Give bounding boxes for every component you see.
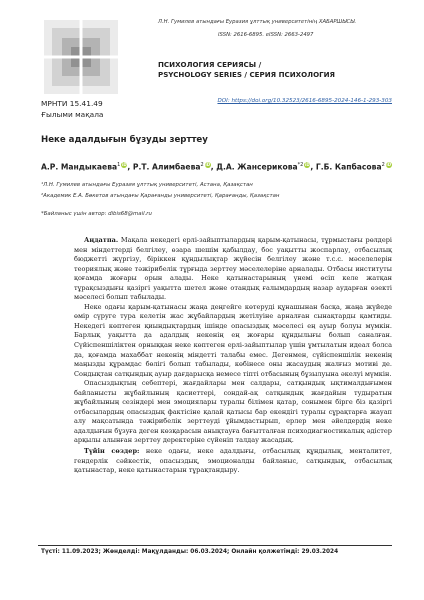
abstract-paragraph-2: Неке одағы қарым-қатынасы жаңа деңгейге көтеруді құнашынан басқа, жаңа жүйеде өмір сүруге тура келетін жас жұбайлардың жетілуіне арналған сынақтарды қамтиды. Некедегі көптеген қиындықтардың ішінде опасыздық мәселесі ең ауыр болуы мүмкін. Барлық уақытта да адалдық некенің ең жоғары құндылығы болып саналған. Сүйіспеншіліктен орныққан неке көптеген ерлі-зайыптылар үшін ұмтылатын идеал болса да, қоғамда махаббат некенің міндетті талабы емес. Дегенмен, сүйіспеншілік некенің маңызды құрамдас бөлігі болып табылады, көбінесе оны жасаудың жалғыз мотиві де. Сондықтан сатқындық ауыр дағдарысқа немесе тіпті отбасының бұзылуына әкелуі мүмкін. (74, 302, 392, 378)
keywords-paragraph (74, 447, 392, 476)
orcid-icon[interactable]: iD (305, 162, 310, 167)
orcid-icon[interactable]: iD (386, 162, 392, 167)
corresponding-email: *Байланыс үшін автор: dibis68@mail.ru (41, 211, 152, 217)
author-name: Д.А. Жансерикова (216, 162, 298, 172)
doi-link[interactable]: DOI: https://doi.org/10.32523/2616-6895-2024-146-1-293-303 (217, 98, 392, 104)
orcid-icon[interactable]: iD (121, 162, 127, 167)
keywords-text: неке одағы, неке адалдығы, отбасылық құндылық, менталитет, гендерлік сәйкестік, опасыздық, эмоционалды байланыс, сатқындық, отбасылық қатынастар, неке қатынастарын тұрақтандыру. (74, 447, 392, 475)
author-affiliation-mark: 2 (200, 162, 204, 168)
abstract-text: Мақала некедегі ерлі-зайыптылардың қарым-қатынасы, тұрмыстағы рөлдері мен міндеттерді белгілеу, өзара шешім қабылдау, бос уақытты жоспарлау, отбасылық бюджетті жүргізу, біріккен құндылықтар жүйесін белгілеу және т.с.с. мәселелерін теориялық және тәжірибелік тұрғыда зерттеу мәселелеріне арналады. Отбасы институты қоғамда жоғары орын алады. Неке қатынастарының үнемі өсіп келе жатқан тұрақсыздығы қазіргі уақытта шетел және отандық ғалымдардың назар аударған өзекті мәселесі болып табылады. (74, 236, 392, 302)
abstract-paragraph-1 (74, 236, 392, 303)
affiliation-2: ²Академик Е.А. Бөкетов атындағы Қарағанды университеті, Қарағанды, Қазақстан (41, 193, 280, 199)
mrnti-code: МРНТИ 15.41.49 (41, 99, 103, 108)
article-meta (41, 98, 103, 120)
author-name: А.Р. Мандыкаева (41, 162, 118, 172)
series-line-2: PSYCHOLOGY SERIES / СЕРИЯ ПСИХОЛОГИЯ (158, 69, 336, 79)
issn-line: ISSN: 2616-6895. eISSN: 2663-2497 (218, 32, 314, 38)
abstract-label: Аңдатпа. (84, 236, 119, 244)
university-logo (38, 14, 124, 100)
keywords-label: Түйін сөздер: (84, 447, 140, 456)
author-name: Г.Б. Капбасова (315, 162, 382, 172)
author-affiliation-mark: 1 (117, 162, 121, 168)
abstract-block (74, 236, 392, 476)
abstract-paragraph-3: Опасыздықтың себептері, жағдайлары мен салдары, сатқындық ықтималдығымен байланысты жұбайлының қасиеттері, сондай-ақ сатқындық жағдайын тудыратын жұбайлының сезіндері мен эмоциялары туралы білімен қатар, сонымен бірге біз қазіргі отбасылардың опасыздық фактісіне қалай қатысы бар екендігі туралы сұрақтарға жауап алу мақсатында тәжірибелік зерттеуді ұйымдастырып, ерлер мен әйелдердің неке адалдығын бұзуға деген көзқарасын анықтауға бағытталған психодиагностикалық әдістер арқылы алынған зерттеу деректеріне сүйеніп талдау жасадық. (74, 379, 392, 445)
footer-divider (38, 545, 392, 546)
orcid-icon[interactable]: iD (205, 162, 211, 167)
article-type: Ғылыми мақала (41, 110, 104, 120)
author-affiliation-mark: *2 (297, 162, 304, 168)
article-title: Неке адалдығын бұзуды зерттеу (41, 135, 208, 145)
journal-header (38, 14, 398, 100)
journal-name: Л.Н. Гумилев атындағы Еуразия ұлттық университетінің ХАБАРШЫСЫ. (158, 19, 357, 25)
article-dates: Түсті: 11.09.2023; Жөнделді: Мақұлданды: 06.03.2024; Онлайн қолжетімді: 29.03.2024 (41, 549, 339, 555)
series-line-1: ПСИХОЛОГИЯ СЕРИЯСЫ / (158, 60, 262, 69)
author-affiliation-mark: 2 (381, 162, 385, 168)
series-title (158, 60, 408, 80)
author-name: Р.Т. Алимбаева (132, 162, 201, 172)
author-list: А.Р. Мандыкаева$^1$ iD, Р.Т. Алимбаева$^2$ iD, Д.А. Жансерикова$^{*2}$ iD, Г.Б. Капбасова$^2$ iD (41, 162, 392, 172)
affiliation-1: ¹Л.Н. Гумилев атындағы Еуразия ұлттық университеті, Астана, Қазақстан (41, 182, 253, 188)
